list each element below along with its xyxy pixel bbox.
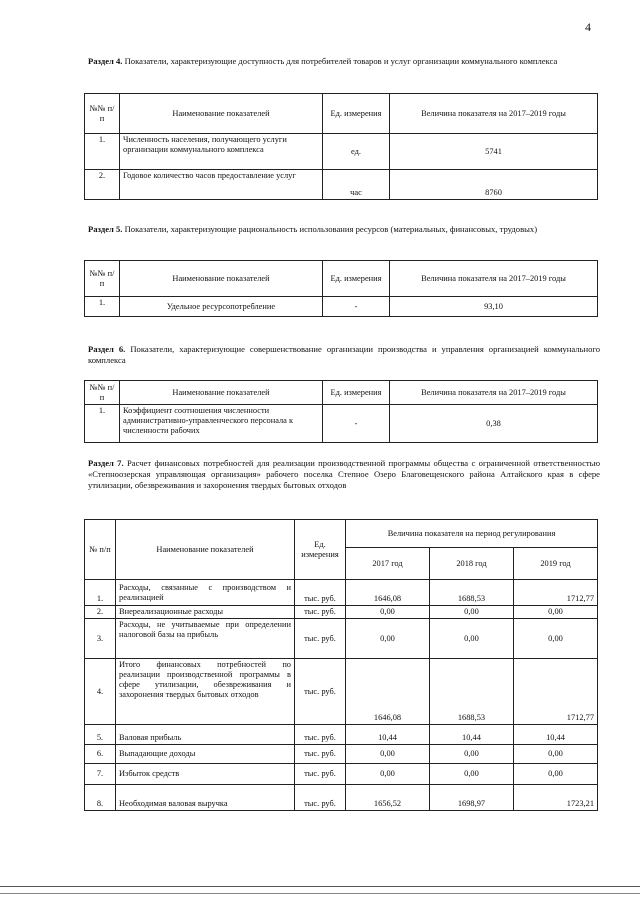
col-unit-header: Ед. измерения [323,261,390,297]
row-num: 2. [85,170,120,200]
table-row [85,606,598,619]
section-4-label: Раздел 4. [88,56,123,66]
row-value-2018: 0,00 [429,606,513,619]
section-7-table [84,519,598,811]
row-unit: тыс. руб. [295,785,346,811]
row-value-2018: 1698,97 [429,785,513,811]
row-value-2019: 0,00 [513,619,597,659]
section-7-label: Раздел 7. [88,458,124,468]
row-value-2017: 10,44 [346,725,430,745]
col-2017-header: 2017 год [346,548,430,580]
row-value-2017: 1646,08 [346,580,430,606]
col-value-header: Величина показателя на 2017–2019 годы [390,94,598,134]
section-6-label: Раздел 6. [88,344,126,354]
row-value-2018: 1688,53 [429,580,513,606]
row-num: 3. [85,619,116,659]
col-unit-header: Ед. измерения [323,94,390,134]
col-num-header: №№ п/п [85,381,120,405]
row-value-2019: 10,44 [513,725,597,745]
row-value-2019: 1712,77 [513,580,597,606]
table-row [85,170,598,200]
row-num: 6. [85,745,116,764]
col-num-header: № п/п [85,520,116,580]
section-5-heading [88,224,600,235]
col-name-header: Наименование показателей [120,261,323,297]
col-num-header: №№ п/п [85,261,120,297]
page-number: 4 [585,20,591,34]
section-5-text: Показатели, характеризующие рациональность использования ресурсов (материальных, финансовых, трудовых) [124,224,538,234]
col-2018-header: 2018 год [429,548,513,580]
table-row [85,725,598,745]
col-name-header: Наименование показателей [120,381,323,405]
row-name: Итого финансовых потребностей по реализации производственной программы в сфере утилизации, обезвреживания и захоронения твердых бытовых отходов [116,659,295,725]
row-name: Валовая прибыль [116,725,295,745]
section-6-heading [88,344,600,366]
row-unit: - [323,297,390,317]
row-value-2018: 1688,53 [429,659,513,725]
row-value-2019: 0,00 [513,745,597,764]
section-5-table [84,260,598,317]
row-value-2019: 0,00 [513,764,597,785]
row-num: 7. [85,764,116,785]
row-name: Коэффициент соотношения численности административно-управленческого персонала к численности рабочих [120,405,323,443]
row-value-2019: 0,00 [513,606,597,619]
row-name: Избыток средств [116,764,295,785]
row-unit: тыс. руб. [295,606,346,619]
col-period-header: Величина показателя на период регулирования [346,520,598,548]
row-name: Необходимая валовая выручка [116,785,295,811]
section-4-heading [88,56,600,67]
section-5-label: Раздел 5. [88,224,123,234]
section-4-text: Показатели, характеризующие доступность для потребителей товаров и услуг организации коммунального комплекса [124,56,558,66]
row-value-2017: 1656,52 [346,785,430,811]
row-name: Внереализационные расходы [116,606,295,619]
row-value-2019: 1712,77 [513,659,597,725]
row-num: 1. [85,134,120,170]
row-unit: ед. [323,134,390,170]
row-value-2017: 0,00 [346,606,430,619]
row-value: 0,38 [390,405,598,443]
col-name-header: Наименование показателей [116,520,295,580]
table-row [85,134,598,170]
row-value-2017: 0,00 [346,619,430,659]
table-row [85,405,598,443]
row-value-2018: 0,00 [429,619,513,659]
col-unit-header: Ед. измерения [295,520,346,580]
table-row [85,619,598,659]
col-value-header: Величина показателя на 2017–2019 годы [390,381,598,405]
row-num: 1. [85,297,120,317]
row-name: Годовое количество часов предоставление услуг [120,170,323,200]
row-value-2018: 10,44 [429,725,513,745]
row-value-2018: 0,00 [429,745,513,764]
table-row [85,580,598,606]
row-unit: тыс. руб. [295,764,346,785]
row-unit: час [323,170,390,200]
row-value-2017: 0,00 [346,745,430,764]
table-row [85,297,598,317]
section-7-heading [88,458,600,491]
row-value: 8760 [390,170,598,200]
col-name-header: Наименование показателей [120,94,323,134]
row-num: 8. [85,785,116,811]
row-name: Расходы, не учитываемые при определении налоговой базы на прибыль [116,619,295,659]
section-6-text: Показатели, характеризующие совершенствование организации производства и управления организацией коммунального комплекса [88,344,601,365]
row-name: Удельное ресурсопотребление [120,297,323,317]
row-unit: - [323,405,390,443]
row-num: 5. [85,725,116,745]
section-4-table [84,93,598,200]
row-unit: тыс. руб. [295,745,346,764]
row-num: 1. [85,405,120,443]
row-num: 1. [85,580,116,606]
scan-edge-line [0,893,640,894]
row-unit: тыс. руб. [295,580,346,606]
table-row [85,764,598,785]
row-value-2017: 1646,08 [346,659,430,725]
table-row [85,745,598,764]
col-num-header: №№ п/п [85,94,120,134]
scan-edge-line [0,886,640,887]
row-value: 5741 [390,134,598,170]
row-name: Расходы, связанные с производством и реализацией [116,580,295,606]
section-7-text: Расчет финансовых потребностей для реализации производственной программы общества с ограниченной ответственностью «Степноозерская управляющая организация» рабочего поселка Степное Озеро Благовещенского района Алтайского края в сфере утилизации, обезвреживания и захоронения твердых бытовых отходов [88,458,600,490]
row-value: 93,10 [390,297,598,317]
row-unit: тыс. руб. [295,619,346,659]
row-num: 4. [85,659,116,725]
col-value-header: Величина показателя на 2017–2019 годы [390,261,598,297]
row-name: Численность населения, получающего услуги организации коммунального комплекса [120,134,323,170]
row-value-2019: 1723,21 [513,785,597,811]
row-value-2018: 0,00 [429,764,513,785]
row-num: 2. [85,606,116,619]
row-unit: тыс. руб. [295,659,346,725]
col-unit-header: Ед. измерения [323,381,390,405]
col-2019-header: 2019 год [513,548,597,580]
section-6-table [84,380,598,443]
row-value-2017: 0,00 [346,764,430,785]
row-unit: тыс. руб. [295,725,346,745]
table-row [85,659,598,725]
table-row [85,785,598,811]
row-name: Выпадающие доходы [116,745,295,764]
